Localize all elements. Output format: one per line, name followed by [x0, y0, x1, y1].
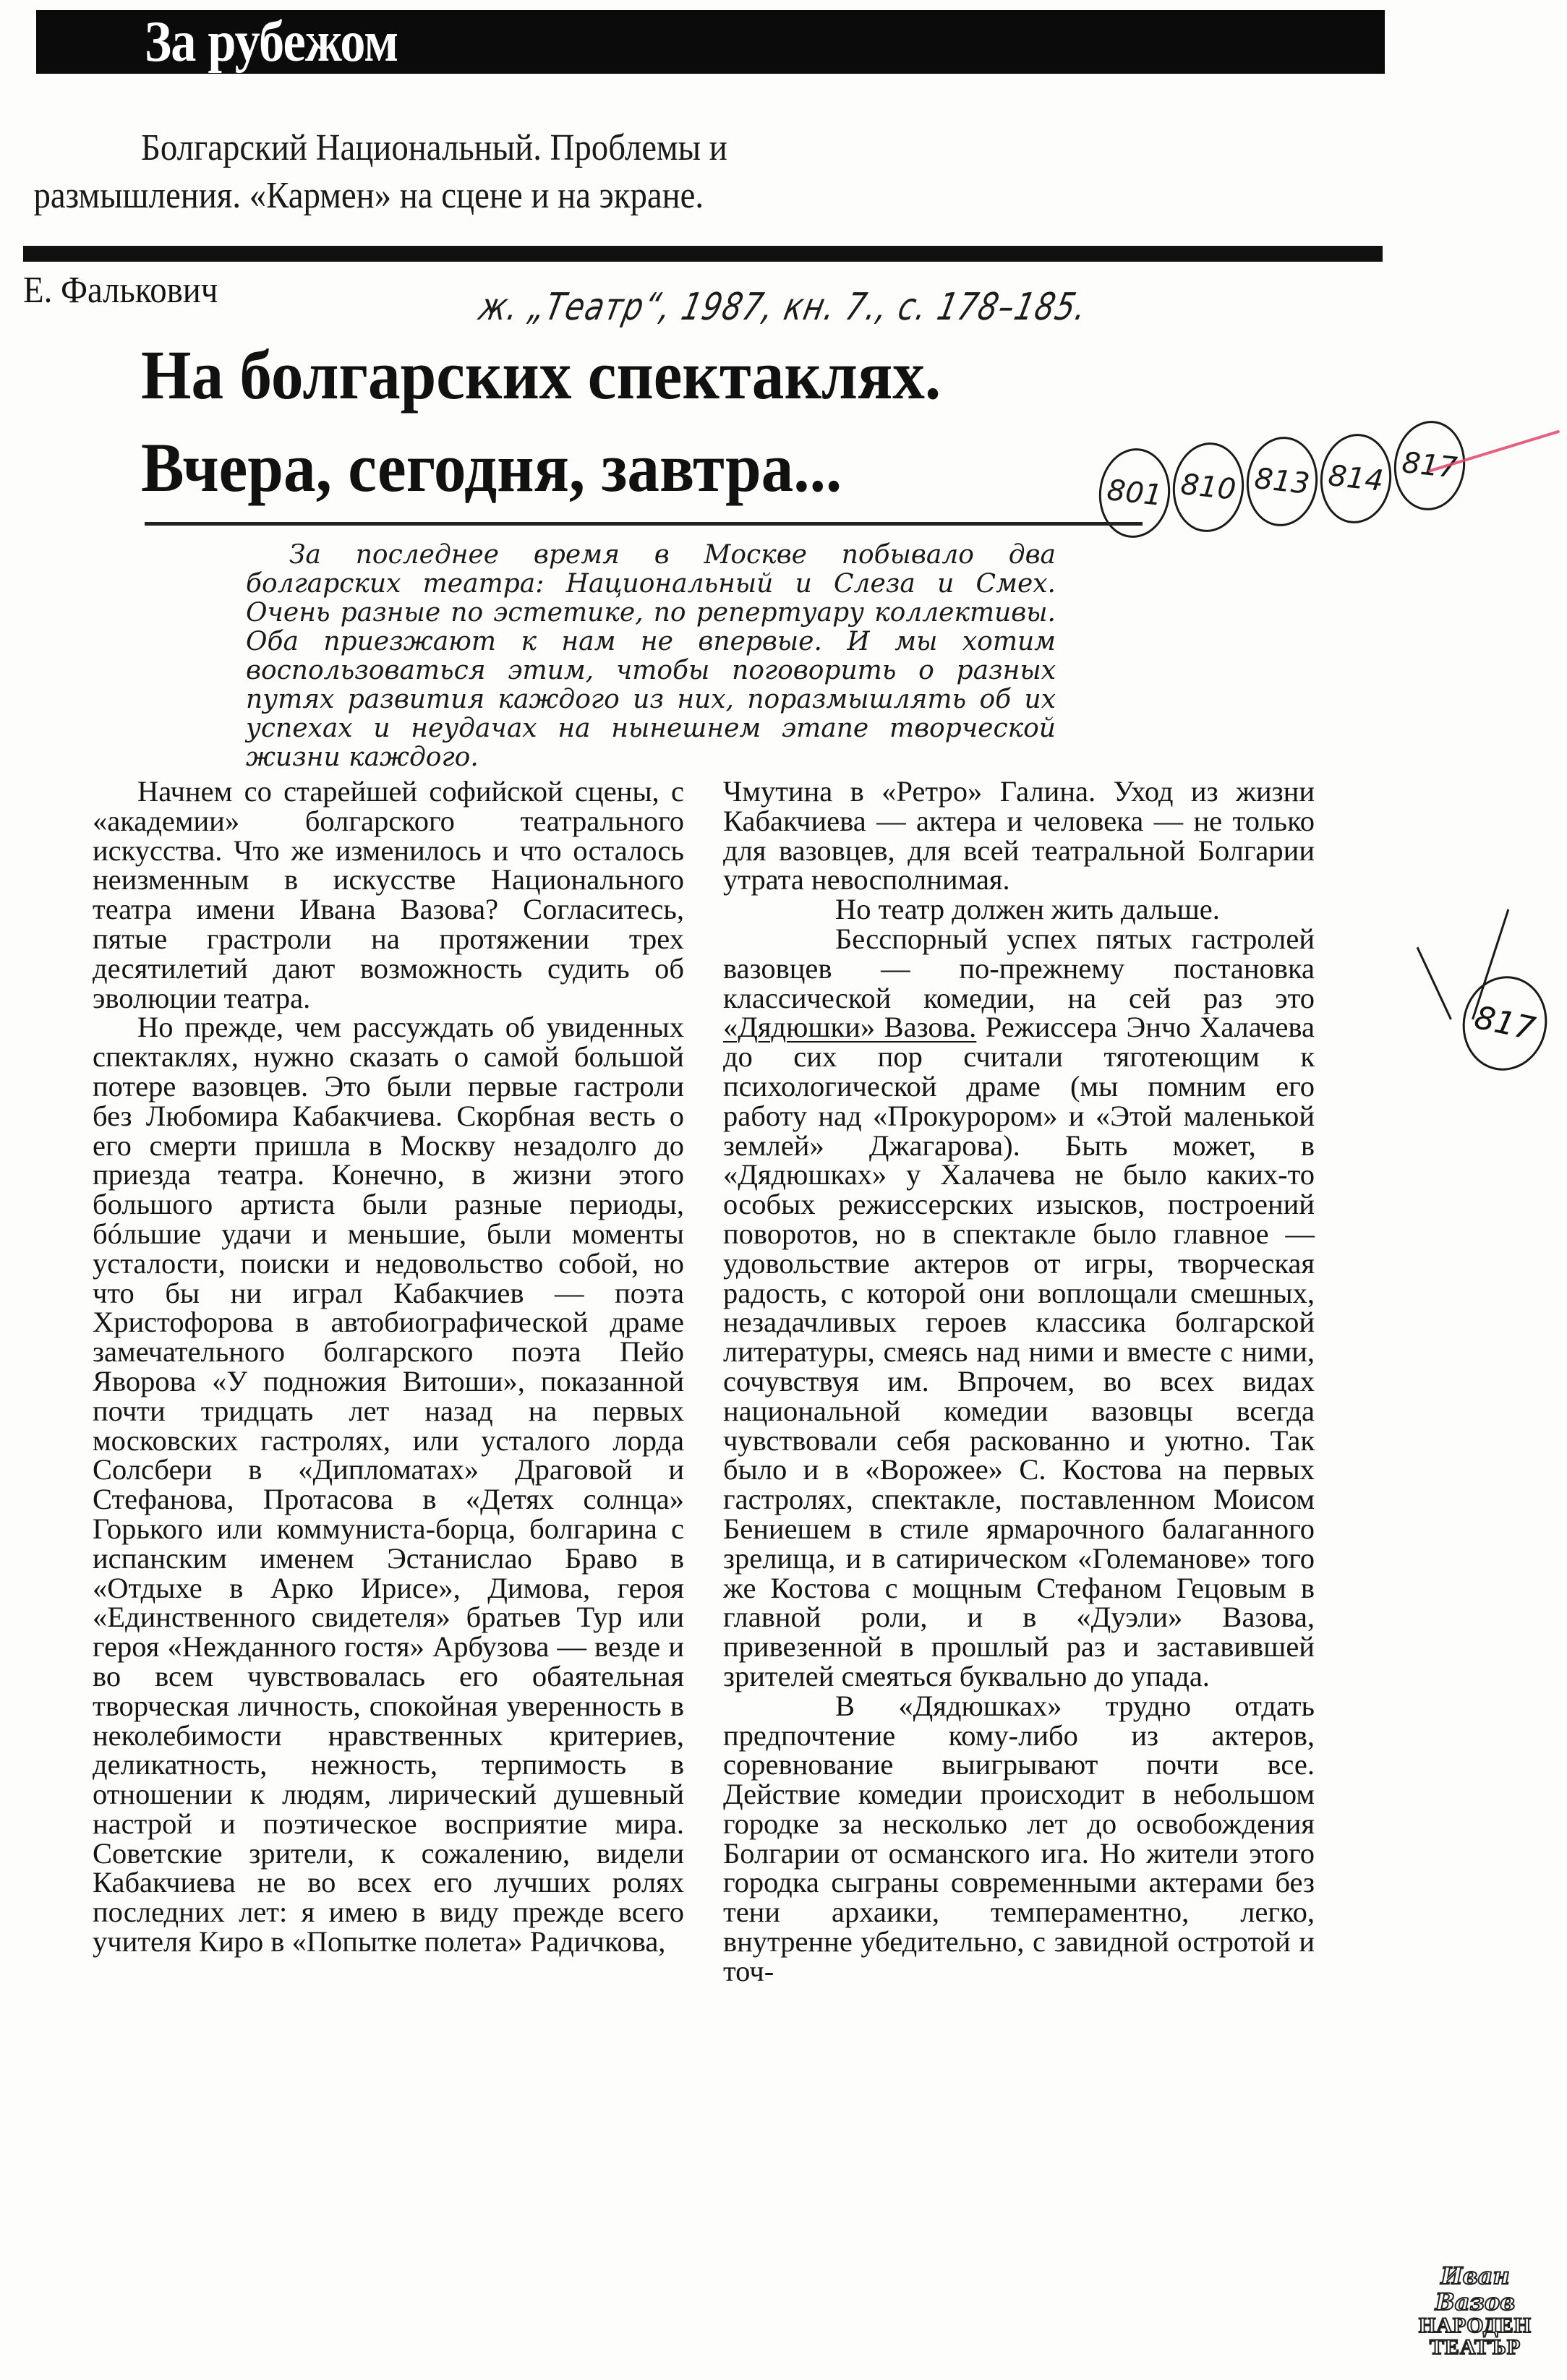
- section-divider: [23, 246, 1383, 262]
- handwritten-source-note: ж. „Театр“, 1987, кн. 7., с. 178–185.: [475, 286, 1092, 329]
- logo-script: Иван Вазов: [1435, 2262, 1516, 2316]
- circled-number: 810: [1169, 439, 1248, 536]
- headline-line-1: На болгарских спектаклях.: [141, 336, 942, 414]
- body-column-right: [723, 777, 1315, 1987]
- body-paragraph: Начнем со старейшей софийской сцены, с «академии» болгарского театрального искусства. Что же изменилось и что осталось неизменным в искусстве Национального театра имени Ивана Вазова? Согласитесь, пятые грастроли на протяжении трех десятилетий дают возможность судить об эволюции театра.: [93, 775, 684, 1014]
- article-lead-paragraph: [246, 541, 1056, 772]
- body-paragraph: [723, 922, 1315, 1692]
- article-author: Е. Фалькович: [23, 270, 218, 311]
- article-headline: [141, 329, 941, 514]
- checkmark-stroke: [1417, 947, 1452, 1020]
- cross-reference-note: [33, 124, 1117, 220]
- handwritten-circled-numbers: [1092, 434, 1526, 528]
- circled-number: 813: [1242, 433, 1322, 530]
- circled-number: 801: [1095, 445, 1174, 542]
- body-column-left: [93, 777, 684, 1957]
- lead-text: За последнее время в Москве побывало два болгарских театра: Национальный и Слеза и Смех. Очень разные по эстетике, по репертуару коллективы. Оба приезжают к нам не впервые. И мы хотим воспользоваться этим, чтобы поговорить о разных путях развития каждого из них, поразмышлять об их успехах и неудачах на нынешнем этапе творческой жизни каждого.: [246, 540, 1056, 772]
- logo-line-1: НАРОДЕН: [1419, 2313, 1532, 2337]
- headline-line-2: Вчера, сегодня, завтра...: [141, 429, 842, 506]
- section-rubric-label: За рубежом: [145, 10, 398, 74]
- circled-number: 817: [1390, 417, 1469, 514]
- body-paragraph: Но прежде, чем рассуждать об увиденных спектаклях, нужно сказать о самой большой потере вазовцев. Это были первые гастроли без Любомира Кабакчиева. Скорбная весть о его смерти пришла в Москву незадолго до приезда театра. Конечно, в жизни этого большого артиста были разные периоды, бóльшие удачи и меньшие, были моменты усталости, поиски и недовольство собой, но что бы ни играл Кабакчиев — поэта Христофорова в автобиографической драме замечательного болгарского поэта Пейо Яворова «У подножия Витоши», показанной почти тридцать лет назад на первых московских гастролях, или усталого лорда Солсбери в «Дипломатах» Драговой и Стефанова, Протасова в «Детях солнца» Горького или коммуниста-борца, болгарина с испанским именем Эстанислао Браво в «Отдыхе в Арко Ирисе», Димова, героя «Единственного свидетеля» братьев Тур или героя «Нежданного гостя» Арбузова — везде и во всем чувствовалась его обаятельная творческая личность, спокойная уверенность в неколебимости нравственных критериев, деликатность, нежность, терпимость в отношении к людям, лирический душевный настрой и поэтическое восприятие мира. Советские зрители, к сожалению, видели Кабакчиева не во всех его лучших ролях последних лет: я имею в виду прежде всего учителя Киро в «Попытке полета» Радичкова,: [93, 1011, 684, 1959]
- underlined-title: «Дядюшки» Вазова.: [723, 1011, 977, 1044]
- body-paragraph: Чмутина в «Ретро» Галина. Уход из жизни Кабакчиева — актера и человека — не только для вазовцев, для всей театральной Болгарии утрата невосполнимая.: [723, 775, 1315, 896]
- body-text: Режиссера Энчо Халачева до сих пор считали тяготеющим к психологической драме (мы помним его работу над «Прокурором» и «Этой маленькой землей» Джагарова). Быть может, в «Дядюшках» у Халачева не было каких-то особых режиссерских изысков, построений поворотов, но в спектакле было главное — удовольствие актеров от игры, творческая радость, с которой они воплощали смешных, незадачливых героев классика болгарской литературы, смеясь над ними и вместе с ними, сочувствуя им. Впрочем, во всех видах национальной комедии вазовцы всегда чувствовали себя раскованно и уютно. Так было и в «Ворожее» С. Костова на первых гастролях, спектакле, поставленном Моисом Бениешем в стиле ярмарочного балаганного зрелища, и в сатирическом «Големанове» того же Костова с мощным Стефаном Гецовым в главной роли, и в «Дуэли» Вазова, привезенной в прошлый раз и заставившей зрителей смеяться буквально до упада.: [723, 1011, 1315, 1692]
- cross-reference-line-2: размышления. «Кармен» на сцене и на экране.: [33, 175, 704, 216]
- headline-underline-rule: [145, 522, 1143, 526]
- logo-line-2: ТЕАТЪР: [1429, 2335, 1521, 2359]
- circled-number: 814: [1316, 430, 1396, 527]
- national-theatre-logo: [1410, 2262, 1540, 2359]
- handwritten-margin-mark: [1450, 962, 1539, 1063]
- cross-reference-line-1: Болгарский Национальный. Проблемы и: [141, 127, 727, 168]
- circled-margin-number: 817: [1454, 968, 1556, 1078]
- body-paragraph: В «Дядюшках» трудно отдать предпочтение кому-либо из актеров, соревнование выигрывают почти все. Действие комедии происходит в небольшом городке за несколько лет до освобождения Болгарии от османского ига. Но жители этого городка сыграны современными актерами без тени архаики, темпераментно, легко, внутренне убедительно, с завидной остротой и точ-: [723, 1689, 1315, 1987]
- body-text: Бесспорный успех пятых гастролей вазовцев — по-прежнему постановка классической комедии, на сей раз это: [723, 922, 1315, 1014]
- body-paragraph: Но театр должен жить дальше.: [835, 893, 1220, 926]
- section-rubric-banner: [36, 10, 1385, 74]
